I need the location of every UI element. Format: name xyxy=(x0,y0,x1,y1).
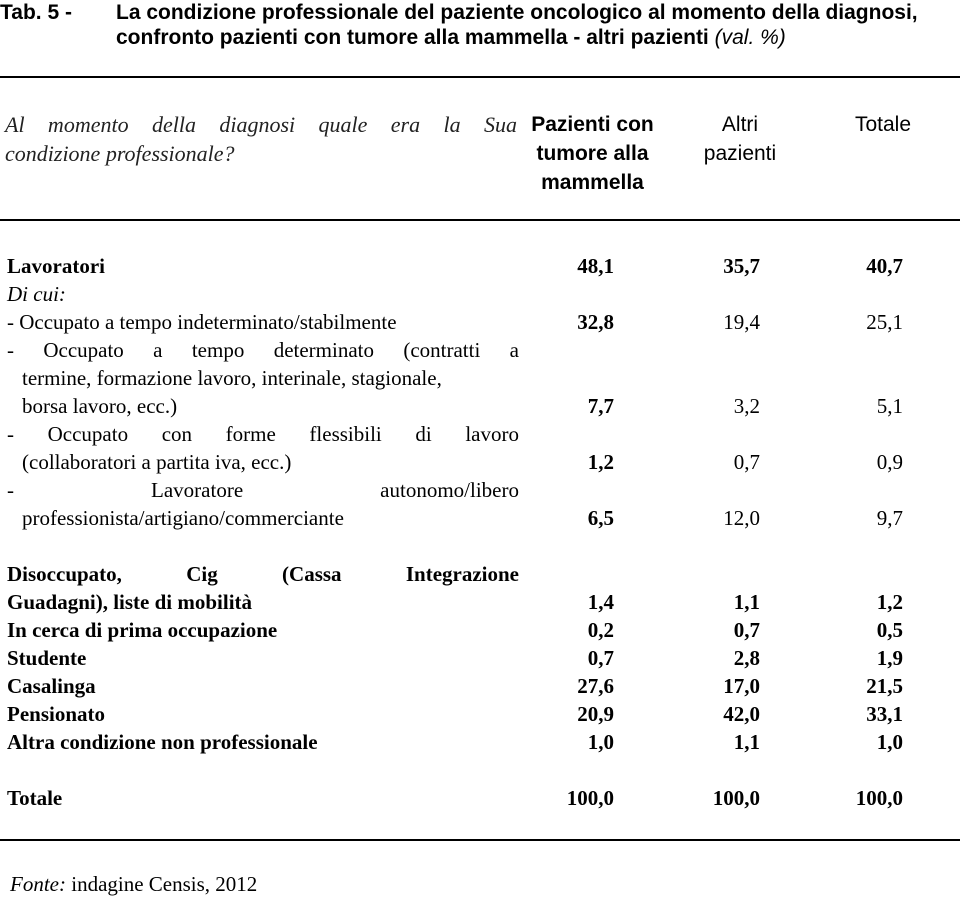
value-total: 9,7 xyxy=(876,506,903,530)
table-row xyxy=(7,588,907,616)
table-row xyxy=(7,392,907,420)
row-label: - Lavoratore autonomo/libero xyxy=(7,478,519,502)
value-other: 19,4 xyxy=(723,310,760,334)
row-label: - Occupato con forme flessibili di lavoro xyxy=(7,422,519,446)
column-header-breast-line-3: mammella xyxy=(541,171,644,194)
table-row xyxy=(7,308,907,336)
value-total: 21,5 xyxy=(866,674,903,698)
table-row xyxy=(7,476,907,504)
value-breast: 48,1 xyxy=(577,254,614,278)
value-other: 0,7 xyxy=(733,618,760,642)
row-label: - Occupato a tempo determinato (contratti a xyxy=(7,338,519,362)
table-title-body: La condizione professionale del paziente oncologico al momento della diagnosi, confronto pazienti con tumore alla mammella - altri pazienti xyxy=(116,1,918,49)
table-row xyxy=(7,252,907,280)
column-header-other-line-2: pazienti xyxy=(703,142,777,165)
row-label: Pensionato xyxy=(7,702,106,726)
table-number: Tab. 5 - xyxy=(0,1,72,24)
value-total: 1,0 xyxy=(876,730,903,754)
value-total: 0,9 xyxy=(876,450,903,474)
value-breast: 6,5 xyxy=(587,506,614,530)
question-line-2: condizione professionale? xyxy=(5,141,235,166)
value-total: 0,5 xyxy=(876,618,903,642)
table-row xyxy=(7,644,907,672)
value-other: 3,2 xyxy=(733,394,760,418)
row-label: Altra condizione non professionale xyxy=(7,730,318,754)
table-row xyxy=(7,280,907,308)
value-breast: 27,6 xyxy=(577,674,614,698)
row-label: Totale xyxy=(7,786,63,810)
value-breast: 1,2 xyxy=(587,450,614,474)
table-row xyxy=(7,672,907,700)
value-total: 25,1 xyxy=(866,310,903,334)
value-total: 5,1 xyxy=(876,394,903,418)
row-label: Studente xyxy=(7,646,87,670)
table-title xyxy=(0,0,960,52)
table-row xyxy=(7,420,907,448)
value-total: 1,9 xyxy=(876,646,903,670)
value-total: 100,0 xyxy=(855,786,903,810)
value-breast: 0,2 xyxy=(587,618,614,642)
row-label: Di cui: xyxy=(7,282,66,306)
row-label: (collaboratori a partita iva, ecc.) xyxy=(22,450,292,474)
value-breast: 20,9 xyxy=(577,702,614,726)
value-total: 40,7 xyxy=(866,254,903,278)
row-label: Lavoratori xyxy=(7,254,105,278)
question-line-1: Al momento della diagnosi quale era la Sua xyxy=(5,112,517,137)
table-row xyxy=(7,560,907,588)
table-title-unit: (val. %) xyxy=(714,26,786,49)
value-other: 42,0 xyxy=(723,702,760,726)
column-header-other-line-1: Altri xyxy=(721,113,759,136)
table-row-total xyxy=(7,784,907,812)
row-label: - Occupato a tempo indeterminato/stabilmente xyxy=(7,310,397,334)
top-rule xyxy=(0,76,960,78)
row-label: Disoccupato, Cig (Cassa Integrazione xyxy=(7,562,519,586)
table-row xyxy=(7,700,907,728)
value-breast: 100,0 xyxy=(566,786,614,810)
table-row xyxy=(7,364,907,392)
value-breast: 1,4 xyxy=(587,590,614,614)
source-note xyxy=(10,870,257,898)
value-other: 2,8 xyxy=(733,646,760,670)
column-header-breast-line-1: Pazienti con xyxy=(531,113,654,136)
value-other: 100,0 xyxy=(712,786,760,810)
source-text: indagine Censis, 2012 xyxy=(71,872,258,896)
value-other: 1,1 xyxy=(733,730,760,754)
row-label: professionista/artigiano/commerciante xyxy=(22,506,344,530)
row-label: termine, formazione lavoro, interinale, stagionale, xyxy=(22,366,442,390)
value-breast: 1,0 xyxy=(587,730,614,754)
table-row xyxy=(7,448,907,476)
table-title-text xyxy=(116,0,960,50)
row-label: In cerca di prima occupazione xyxy=(7,618,278,642)
table-row xyxy=(7,336,907,364)
value-other: 17,0 xyxy=(723,674,760,698)
table-row xyxy=(7,728,907,756)
value-total: 33,1 xyxy=(866,702,903,726)
column-header-total-label: Totale xyxy=(854,113,912,136)
row-label: borsa lavoro, ecc.) xyxy=(22,394,178,418)
value-other: 12,0 xyxy=(723,506,760,530)
column-header-breast-line-2: tumore alla xyxy=(536,142,649,165)
value-breast: 32,8 xyxy=(577,310,614,334)
question-header xyxy=(5,110,517,168)
table-row xyxy=(7,616,907,644)
value-breast: 0,7 xyxy=(587,646,614,670)
column-header-other xyxy=(680,110,800,168)
column-header-breast xyxy=(515,110,670,197)
source-label: Fonte: xyxy=(10,872,66,896)
row-label: Casalinga xyxy=(7,674,96,698)
header-rule xyxy=(0,219,960,221)
column-header-total xyxy=(823,110,943,139)
row-label: Guadagni), liste di mobilità xyxy=(7,590,253,614)
bottom-rule xyxy=(0,839,960,841)
value-breast: 7,7 xyxy=(587,394,614,418)
value-other: 35,7 xyxy=(723,254,760,278)
value-total: 1,2 xyxy=(876,590,903,614)
value-other: 0,7 xyxy=(733,450,760,474)
table-row xyxy=(7,504,907,532)
value-other: 1,1 xyxy=(733,590,760,614)
